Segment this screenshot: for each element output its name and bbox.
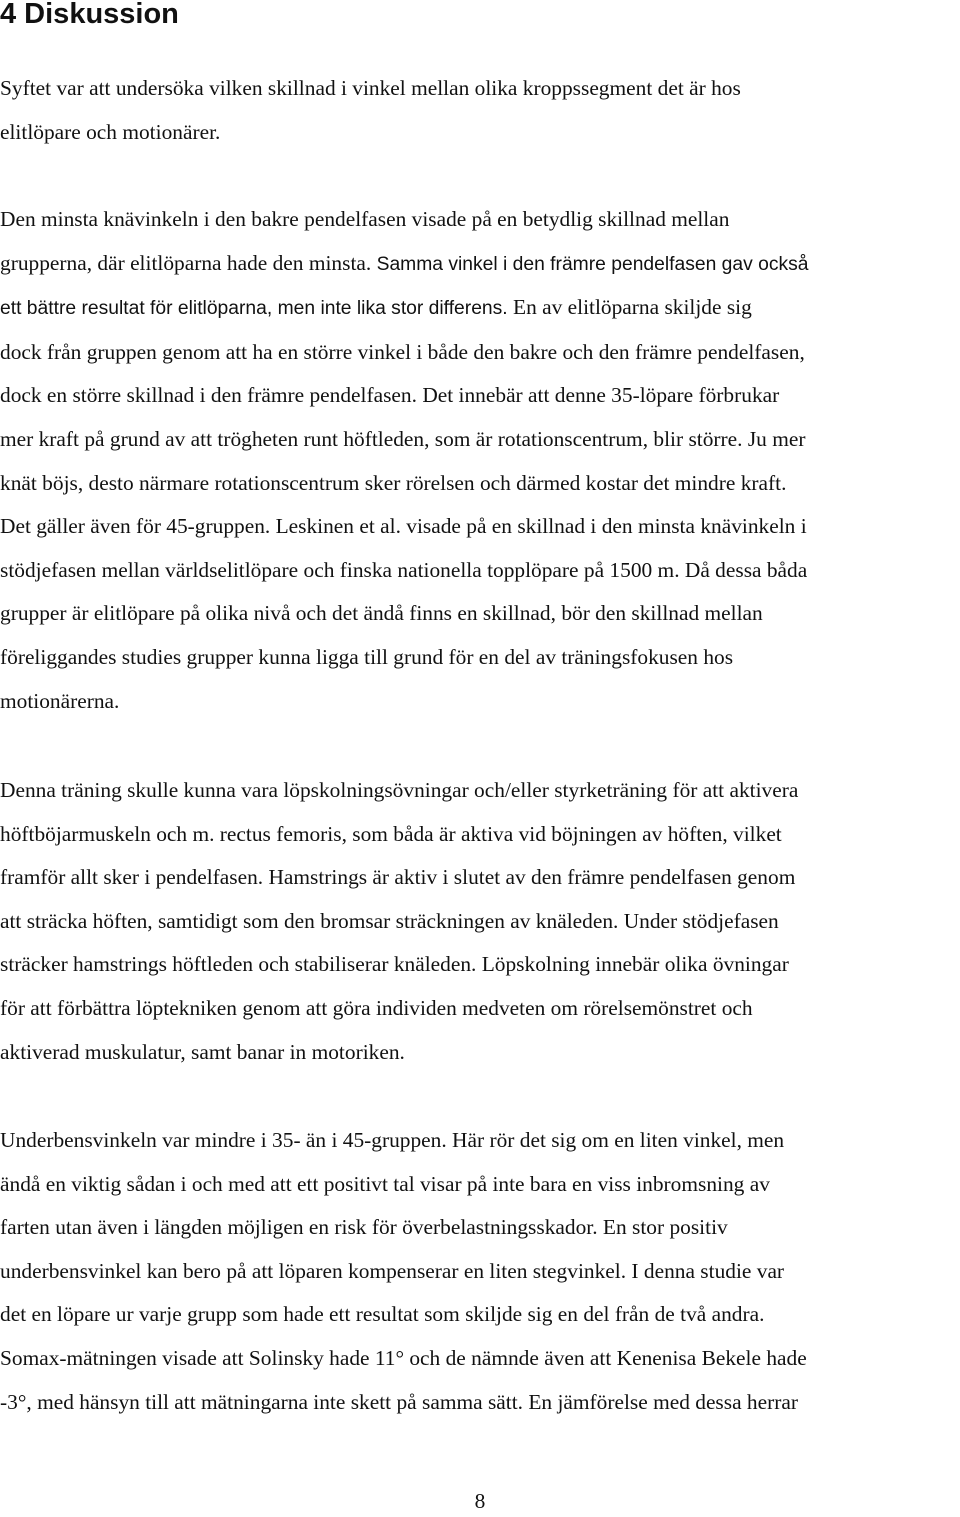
paragraph-purpose xyxy=(0,67,960,154)
text-line xyxy=(0,418,960,462)
text-line: knät böjs, desto närmare rotationscentrum sker rörelsen och därmed kostar det mindre kraft. xyxy=(0,470,787,495)
text-line: Underbensvinkeln var mindre i 35- än i 45-gruppen. Här rör det sig om en liten vinkel, men xyxy=(0,1128,785,1152)
section-heading: 4 Diskussion xyxy=(0,0,179,30)
text-line: farten utan även i längden möjligen en risk för överbelastningsskador. En stor positiv xyxy=(0,1215,728,1240)
paragraph-shank-angle xyxy=(0,1119,960,1424)
text-line: underbensvinkel kan bero på att löparen kompenserar en liten stegvinkel. I denna studie var xyxy=(0,1258,785,1283)
text-segment: Samma vinkel i den främre pendelfasen gav också xyxy=(376,253,809,275)
text-segment: dock en större skillnad i den främre pendelfasen. xyxy=(0,383,423,408)
text-line: motionärerna. xyxy=(0,688,120,713)
text-line: stödjefasen mellan världselitlöpare och finska nationella topplöpare på 1500 m. Då dessa båda xyxy=(0,557,808,582)
text-line xyxy=(0,374,960,418)
text-line: Det gäller även för 45-gruppen. Leskinen et al. visade på en skillnad i den minsta knävinkeln i xyxy=(0,514,807,539)
text-segment: ett bättre resultat för elitlöparna, men inte lika stor differens. xyxy=(0,298,513,320)
page-number: 8 xyxy=(474,1489,486,1513)
text-line: grupper är elitlöpare på olika nivå och det ändå finns en skillnad, bör den skillnad mellan xyxy=(0,601,763,626)
text-line: höftböjarmuskeln och m. rectus femoris, som båda är aktiva vid böjningen av höften, vilket xyxy=(0,821,782,846)
text-line: att sträcka höften, samtidigt som den bromsar sträckningen av knäleden. Under stödjefasen xyxy=(0,908,779,933)
text-segment: Ju mer xyxy=(747,426,806,451)
text-line: aktiverad muskulatur, samt banar in motoriken. xyxy=(0,1039,405,1064)
text-segment: En av elitlöparna skiljde sig xyxy=(513,295,752,320)
text-line: framför allt sker i pendelfasen. Hamstrings är aktiv i slutet av den främre pendelfasen genom xyxy=(0,865,796,890)
paragraph-training xyxy=(0,769,960,1074)
text-line: dock från gruppen genom att ha en större vinkel i både den bakre och den främre pendelfasen, xyxy=(0,339,805,364)
paragraph-knee-angle xyxy=(0,198,960,723)
text-line: elitlöpare och motionärer. xyxy=(0,119,221,144)
text-line: Denna träning skulle kunna vara löpskolningsövningar och/eller styrketräning för att aktivera xyxy=(0,778,799,802)
text-line: för att förbättra löptekniken genom att göra individen medveten om rörelsemönstret och xyxy=(0,995,753,1020)
text-line: ändå en viktig sådan i och med att ett positivt tal visar på inte bara en viss inbromsning av xyxy=(0,1171,770,1196)
text-segment: Det innebär att denne 35-löpare förbrukar xyxy=(422,383,780,408)
text-segment: grupperna, där elitlöparna hade den minsta. xyxy=(0,250,377,275)
text-line: Somax-mätningen visade att Solinsky hade 11° och de nämnde även att Kenenisa Bekele hade xyxy=(0,1345,807,1370)
text-line: -3°, med hänsyn till att mätningarna inte skett på samma sätt. En jämförelse med dessa herrar xyxy=(0,1389,798,1414)
text-line xyxy=(0,242,960,287)
text-line: Syftet var att undersöka vilken skillnad i vinkel mellan olika kroppssegment det är hos xyxy=(0,76,741,100)
text-line: det en löpare ur varje grupp som hade ett resultat som skiljde sig en del från de två andra. xyxy=(0,1302,765,1327)
text-line xyxy=(0,286,960,331)
text-segment: mer kraft på grund av att trögheten runt höftleden, som är rotationscentrum, blir större. xyxy=(0,426,748,451)
text-line: sträcker hamstrings höftleden och stabiliserar knäleden. Löpskolning innebär olika övningar xyxy=(0,952,789,977)
text-line: föreliggandes studies grupper kunna ligga till grund för en del av träningsfokusen hos xyxy=(0,644,734,669)
text-line: Den minsta knävinkeln i den bakre pendelfasen visade på en betydlig skillnad mellan xyxy=(0,207,730,231)
